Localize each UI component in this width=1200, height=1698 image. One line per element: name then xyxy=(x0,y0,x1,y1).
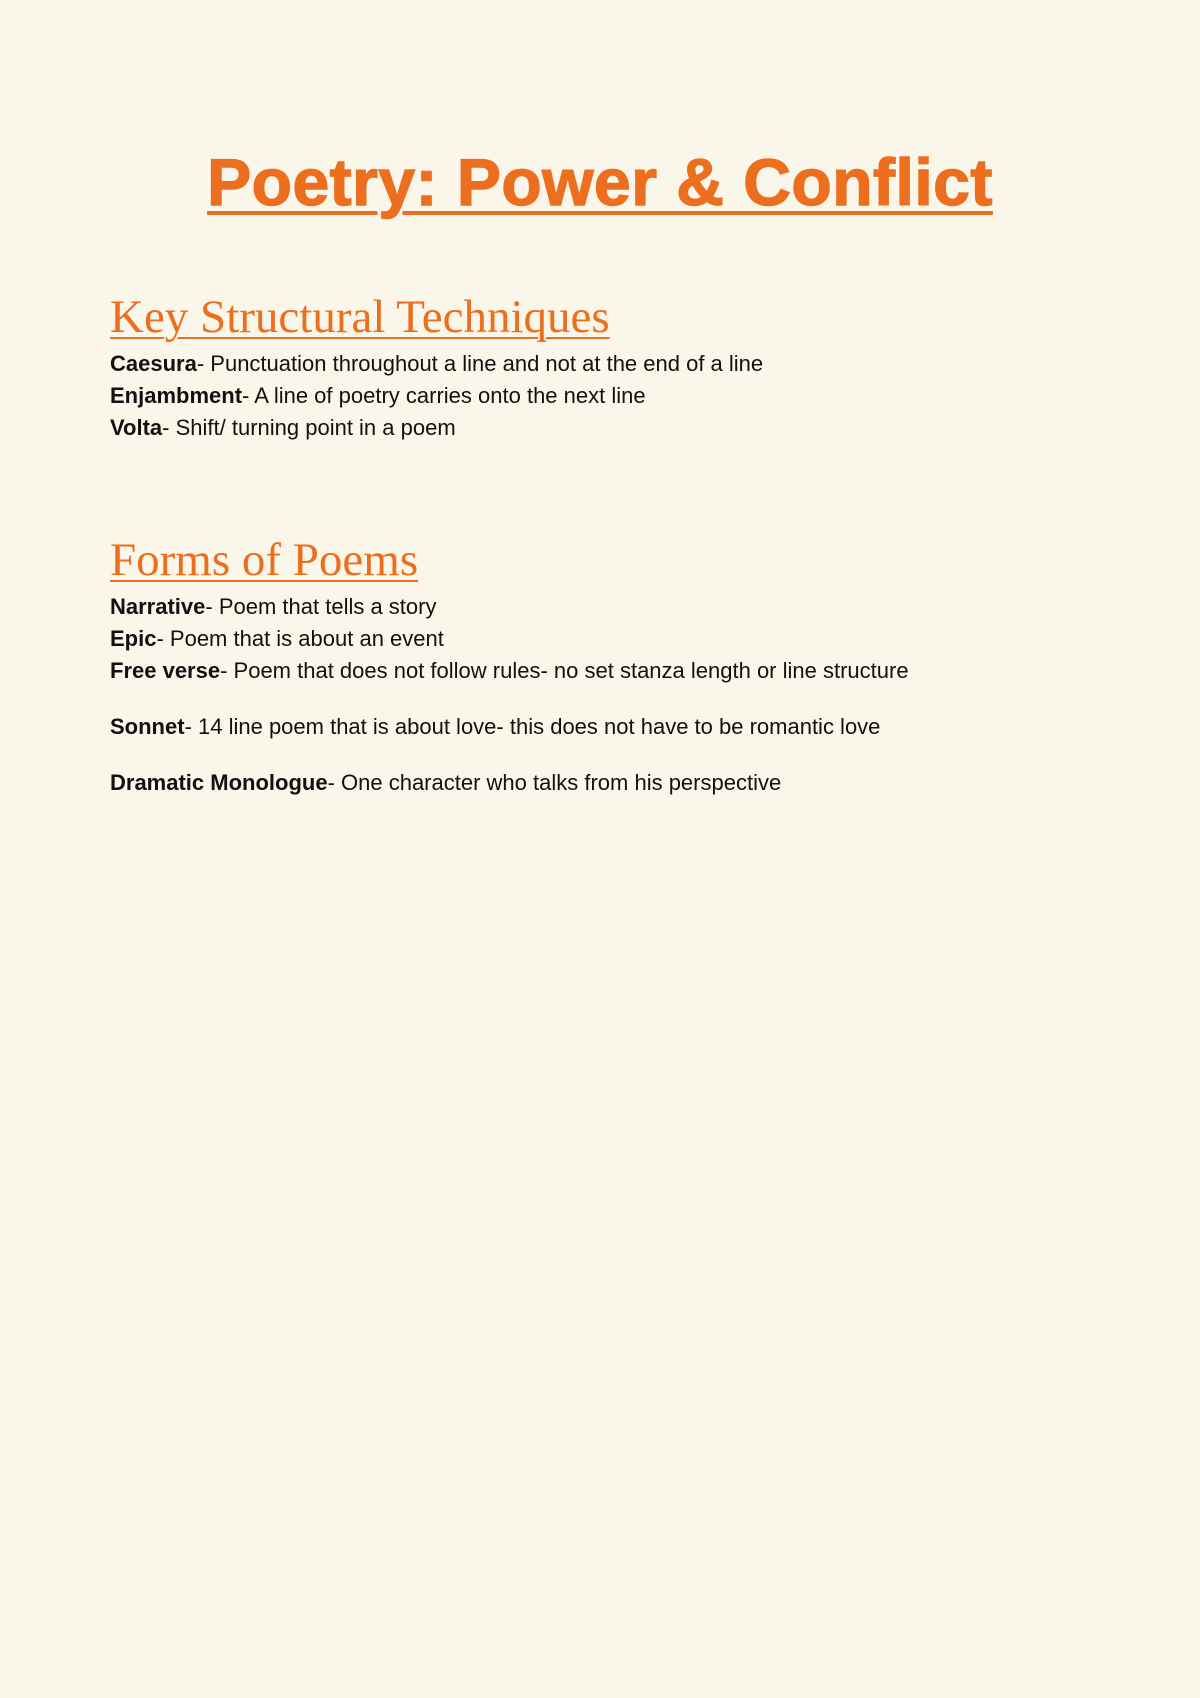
definition-description: - 14 line poem that is about love- this does not have to be romantic love xyxy=(184,713,881,739)
definition-description: - Poem that tells a story xyxy=(205,593,437,619)
definition-item xyxy=(110,380,1110,412)
definition-term: Volta xyxy=(110,414,163,440)
definition-description: - Punctuation throughout a line and not at the end of a line xyxy=(196,350,764,376)
definition-item xyxy=(110,655,1110,687)
definition-description: - Poem that is about an event xyxy=(156,625,444,651)
page-title: Poetry: Power & Conflict xyxy=(207,145,993,219)
definition-description: - A line of poetry carries onto the next line xyxy=(242,382,646,408)
definition-term: Caesura xyxy=(110,350,197,376)
definition-description: - Poem that does not follow rules- no set stanza length or line structure xyxy=(220,657,909,683)
section-heading: Key Structural Techniques xyxy=(110,291,610,343)
definition-description: - Shift/ turning point in a poem xyxy=(162,414,456,440)
definition-item xyxy=(110,711,1110,743)
definition-term: Dramatic Monologue xyxy=(110,769,328,795)
definition-item xyxy=(110,348,1110,380)
definition-list xyxy=(110,348,1110,444)
definition-term: Sonnet xyxy=(110,713,185,739)
definition-term: Free verse xyxy=(110,657,221,683)
section-forms-of-poems xyxy=(110,535,1110,799)
definition-item xyxy=(110,591,1110,623)
section-heading: Forms of Poems xyxy=(110,534,419,586)
definition-list xyxy=(110,591,1110,799)
definition-term: Epic xyxy=(110,625,157,651)
definition-item xyxy=(110,767,1110,799)
definition-description: - One character who talks from his perspective xyxy=(327,769,782,795)
definition-item xyxy=(110,412,1110,444)
definition-term: Enjambment xyxy=(110,382,243,408)
definition-term: Narrative xyxy=(110,593,206,619)
definition-item xyxy=(110,623,1110,655)
section-key-structural-techniques xyxy=(110,292,1110,444)
